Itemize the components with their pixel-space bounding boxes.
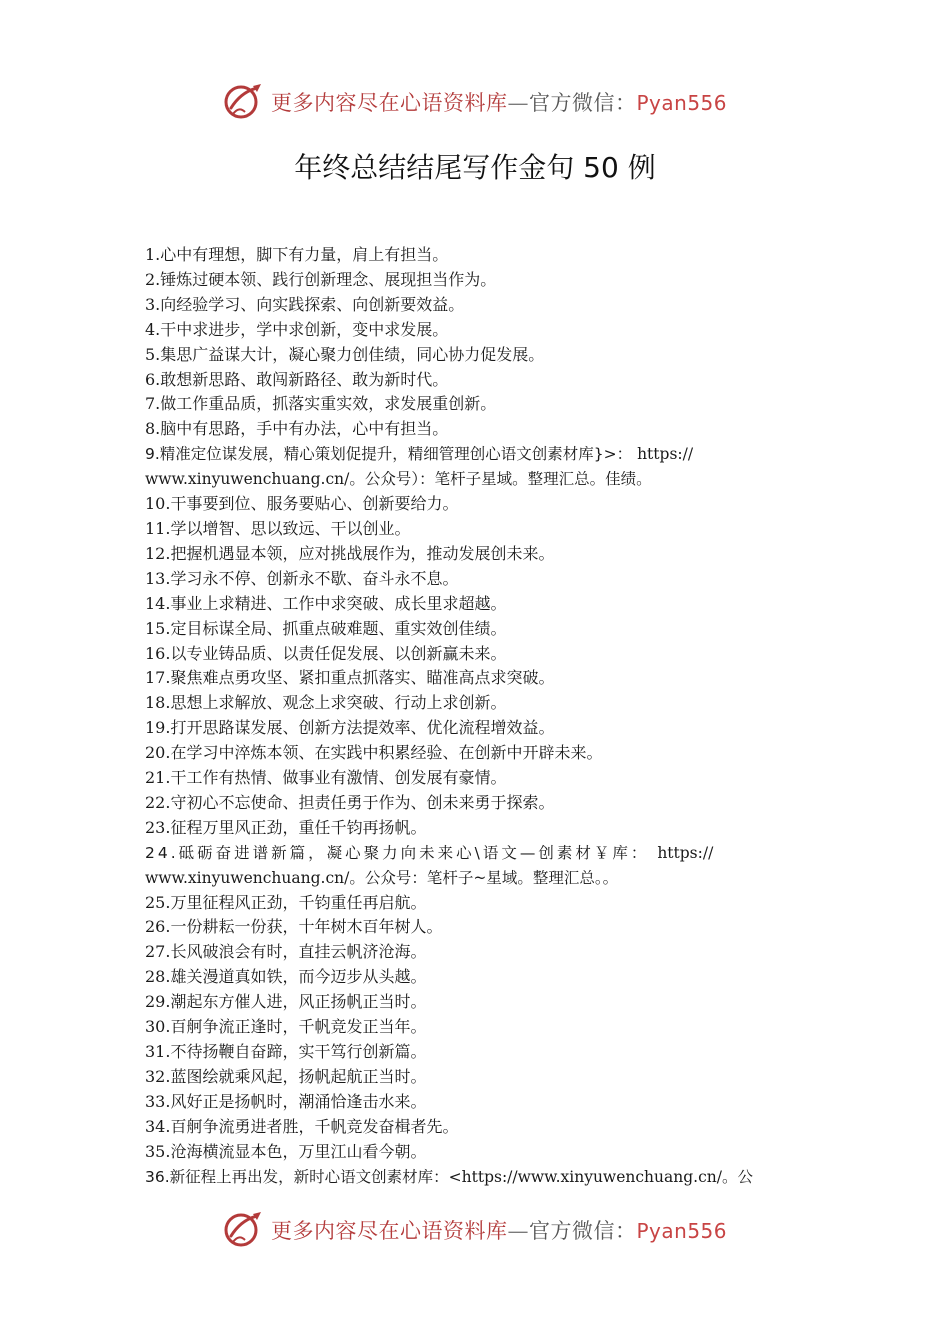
list-item: 31.不待扬鞭自奋蹄，实干笃行创新篇。 <box>145 1042 427 1061</box>
promo-list-item <box>145 442 807 492</box>
list-item: 12.把握机遇显本领，应对挑战展作为，推动发展创未来。 <box>145 543 555 563</box>
header-watermark-banner <box>0 80 950 124</box>
promo-list-item <box>145 1165 807 1190</box>
banner-wechat-id: Pyan556 <box>636 1219 727 1243</box>
list-item: 33.风好正是扬帆时，潮涌恰逢击水来。 <box>145 1091 427 1111</box>
list-item: 29.潮起东方催人进，风正扬帆正当时。 <box>145 992 427 1012</box>
promo-url-link[interactable]: https://www.xinyuwenchuang.cn/ <box>461 1167 722 1186</box>
list-item: 8.脑中有思路，手中有办法，心中有担当。 <box>145 419 449 439</box>
banner-wechat-label: 官方微信： <box>528 91 637 115</box>
promo-text: 36.新征程上再出发，新时心语文创素材库：< <box>145 1167 462 1186</box>
list-item: 27.长风破浪会有时，直挂云帆济沧海。 <box>145 942 427 962</box>
list-item: 5.集思广益谋大计，凝心聚力创佳绩，同心协力促发展。 <box>145 344 545 364</box>
list-item: 11.学以增智、思以致远、干以创业。 <box>145 518 411 538</box>
list-item: 2.锤炼过硬本领、践行创新理念、展现担当作为。 <box>145 269 497 289</box>
list-item: 1.心中有理想，脚下有力量，肩上有担当。 <box>145 245 449 264</box>
list-item: 3.向经验学习、向实践探索、向创新要效益。 <box>145 294 465 314</box>
list-item: 16.以专业铸品质、以责任促发展、以创新赢未来。 <box>145 643 507 663</box>
list-item: 7.做工作重品质，抓落实重实效，求发展重创新。 <box>145 394 497 414</box>
banner-wechat-id: Pyan556 <box>636 91 727 115</box>
list-item: 23.征程万里风正劲，重任千钧再扬帆。 <box>145 817 427 837</box>
list-item: 25.万里征程风正劲，千钧重任再启航。 <box>145 892 427 912</box>
promo-url-link[interactable]: www.xinyuwenchuang.cn/。公众号：笔杆子~星域。整理汇总。。 <box>145 868 619 887</box>
pen-logo-icon <box>223 82 263 122</box>
promo-text: 。公 <box>721 1167 753 1186</box>
promo-url-link[interactable]: www.xinyuwenchuang.cn/。公众号）：笔杆子星域。整理汇总。佳绩。 <box>145 470 652 489</box>
list-item: 6.敢想新思路、敢闯新路径、敢为新时代。 <box>145 369 449 389</box>
list-item: 28.雄关漫道真如铁，而今迈步从头越。 <box>145 967 427 987</box>
banner-text <box>271 87 727 117</box>
banner-dash: — <box>507 91 529 115</box>
document-body <box>145 243 807 1189</box>
list-item: 22.守初心不忘使命、担责任勇于作为、创未来勇于探索。 <box>145 792 555 812</box>
list-item: 32.蓝图绘就乘风起，扬帆起航正当时。 <box>145 1066 427 1086</box>
footer-watermark-banner <box>0 1208 950 1252</box>
list-item: 10.干事要到位、服务要贴心、创新要给力。 <box>145 494 459 514</box>
list-item: 17.聚焦难点勇攻坚、紧扣重点抓落实、瞄准高点求突破。 <box>145 668 555 688</box>
banner-site-name: 更多内容尽在心语资料库 <box>270 91 508 115</box>
pen-logo-icon <box>223 1210 263 1250</box>
promo-url-link[interactable]: https:// <box>637 445 694 464</box>
list-item: 35.沧海横流显本色，万里江山看今朝。 <box>145 1141 427 1161</box>
list-item: 34.百舸争流勇进者胜，千帆竞发奋楫者先。 <box>145 1116 459 1136</box>
list-item: 20.在学习中淬炼本领、在实践中积累经验、在创新中开辟未来。 <box>145 743 603 763</box>
banner-site-name: 更多内容尽在心语资料库 <box>270 1219 508 1243</box>
list-item: 15.定目标谋全局、抓重点破难题、重实效创佳绩。 <box>145 618 507 638</box>
promo-text: 9.精准定位谋发展，精心策划促提升，精细管理创心语文创素材库}>： <box>145 445 633 464</box>
promo-url-link[interactable]: https:// <box>657 843 714 862</box>
list-item: 13.学习永不停、创新永不歇、奋斗永不息。 <box>145 568 459 588</box>
list-item: 26.一份耕耘一份获，十年树木百年树人。 <box>145 917 443 937</box>
document-title: 年终总结结尾写作金句 50 例 <box>294 151 656 184</box>
list-item: 21.干工作有热情、做事业有激情、创发展有豪情。 <box>145 768 507 788</box>
list-item: 30.百舸争流正逢时，千帆竞发正当年。 <box>145 1017 427 1037</box>
banner-text <box>271 1215 727 1245</box>
banner-wechat-label: 官方微信： <box>528 1219 637 1243</box>
list-item: 19.打开思路谋发展、创新方法提效率、优化流程增效益。 <box>145 718 555 738</box>
list-item: 14.事业上求精进、工作中求突破、成长里求超越。 <box>145 593 507 613</box>
promo-list-item <box>145 841 807 891</box>
list-item: 4.干中求进步，学中求创新，变中求发展。 <box>145 319 449 339</box>
list-item: 18.思想上求解放、观念上求突破、行动上求创新。 <box>145 693 507 713</box>
banner-dash: — <box>507 1219 529 1243</box>
promo-text: 24.砥砺奋进谱新篇，凝心聚力向未来心\语文—创素材￥库： <box>145 843 650 862</box>
